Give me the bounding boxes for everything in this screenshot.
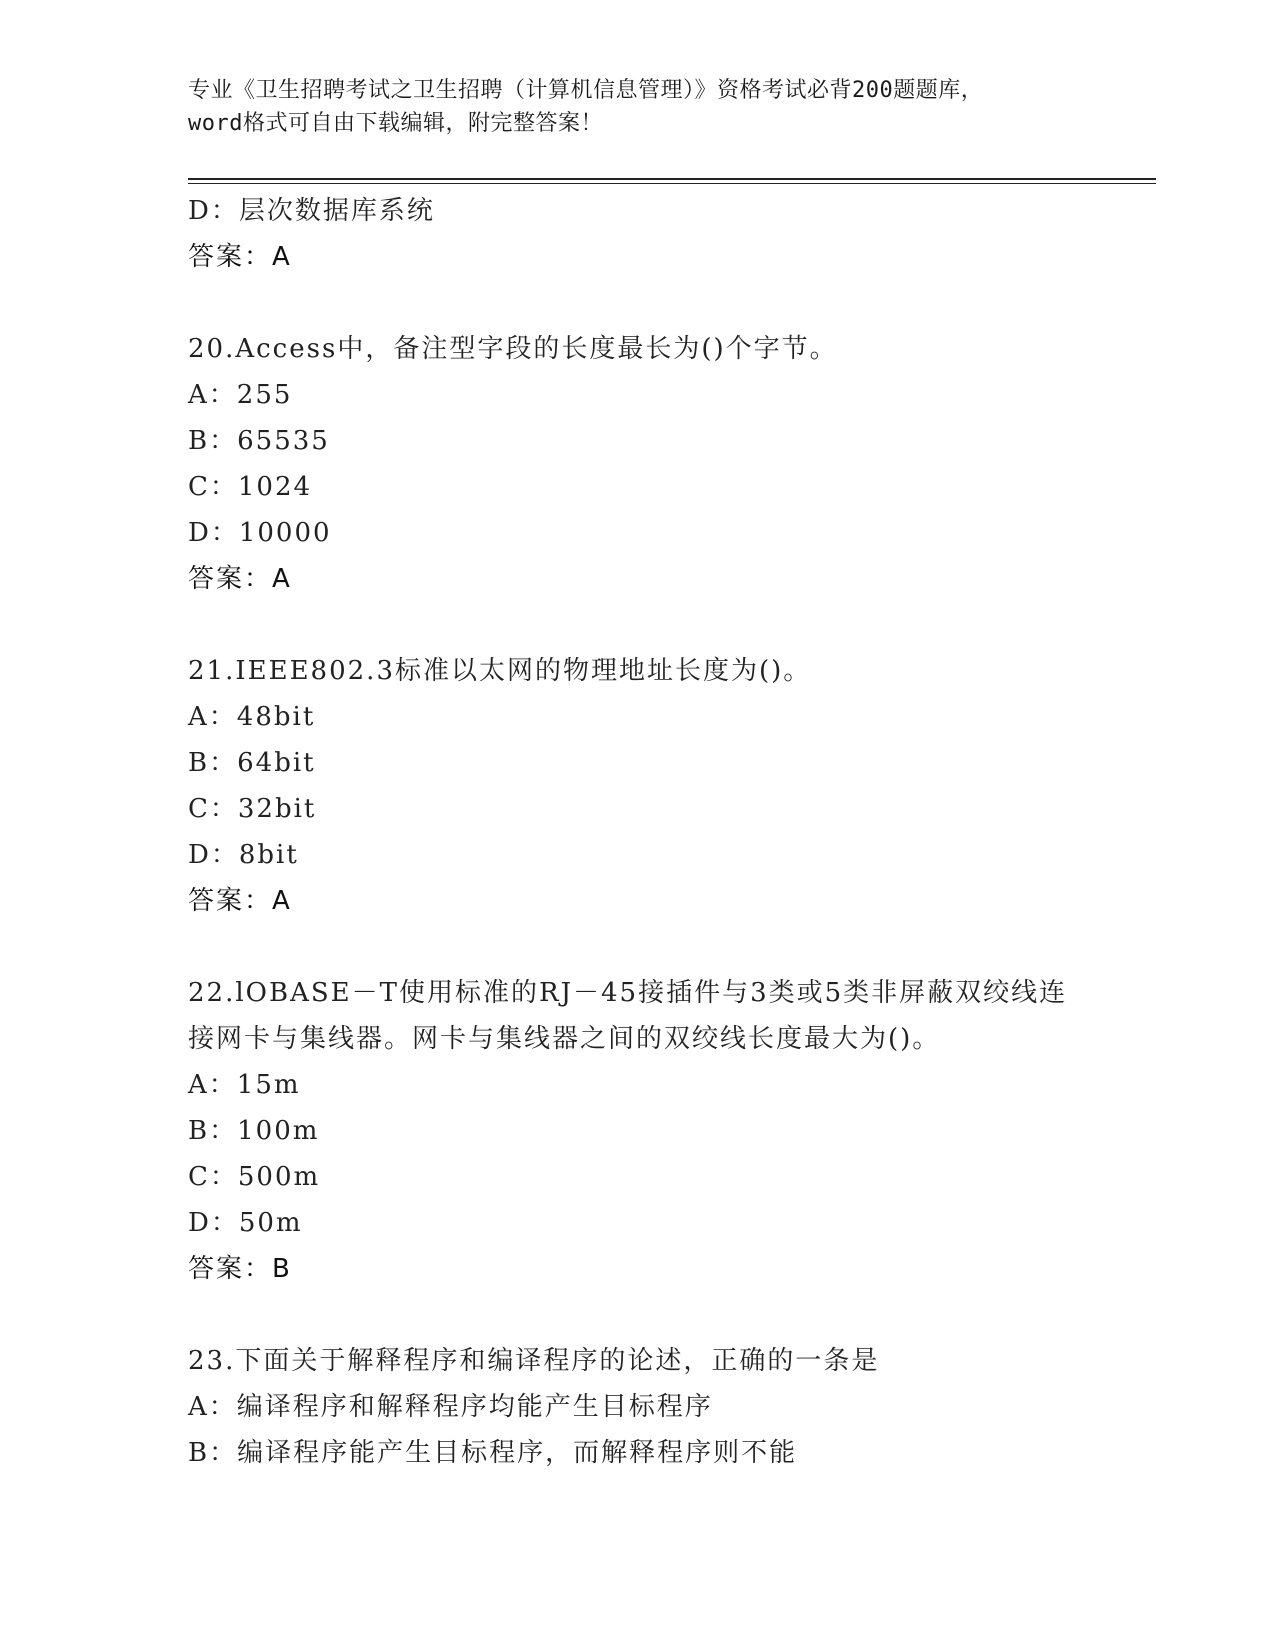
question-20 <box>188 326 1128 602</box>
answer-line: 答案：B <box>188 1254 292 1284</box>
question-gap <box>188 602 1128 648</box>
option-b: B：65535 <box>188 426 330 456</box>
option-c: C：32bit <box>188 794 317 824</box>
question-gap <box>188 280 1128 326</box>
option-a: A：15m <box>188 1070 301 1100</box>
question-stem: 23.下面关于解释程序和编译程序的论述，正确的一条是 <box>188 1346 880 1376</box>
question-21 <box>188 648 1128 924</box>
answer-line: 答案：A <box>188 242 292 272</box>
option-d: D：10000 <box>188 518 332 548</box>
question-stem-line-2: 接网卡与集线器。网卡与集线器之间的双绞线长度最大为()。 <box>188 1024 941 1054</box>
header-divider-thin <box>188 183 1156 184</box>
option-b: B：编译程序能产生目标程序，而解释程序则不能 <box>188 1438 798 1468</box>
question-gap <box>188 924 1128 970</box>
option-a: A：编译程序和解释程序均能产生目标程序 <box>188 1392 713 1422</box>
option-b: B：64bit <box>188 748 316 778</box>
document-header <box>188 74 1088 140</box>
header-title-line-1: 专业《卫生招聘考试之卫生招聘（计算机信息管理）》资格考试必背200题题库， <box>188 78 984 103</box>
question-23 <box>188 1338 1128 1476</box>
option-c: C：500m <box>188 1162 321 1192</box>
option-d: D：层次数据库系统 <box>188 196 435 226</box>
option-a: A：48bit <box>188 702 316 732</box>
question-22 <box>188 970 1128 1292</box>
answer-line: 答案：A <box>188 564 292 594</box>
option-c: C：1024 <box>188 472 313 502</box>
header-title-line-2: word格式可自由下载编辑，附完整答案！ <box>188 111 603 136</box>
option-d: D：50m <box>188 1208 303 1238</box>
question-gap <box>188 1292 1128 1338</box>
option-b: B：100m <box>188 1116 320 1146</box>
question-stem: 21.IEEE802.3标准以太网的物理地址长度为()。 <box>188 656 812 686</box>
question-stem: 20.Access中，备注型字段的长度最长为()个字节。 <box>188 334 838 364</box>
header-divider-thick <box>188 178 1156 180</box>
option-d: D：8bit <box>188 840 299 870</box>
answer-line: 答案：A <box>188 886 292 916</box>
question-list <box>188 188 1128 1476</box>
question-stem-line-1: 22.lOBASE－T使用标准的RJ－45接插件与3类或5类非屏蔽双绞线连 <box>188 978 1068 1008</box>
option-a: A：255 <box>188 380 293 410</box>
